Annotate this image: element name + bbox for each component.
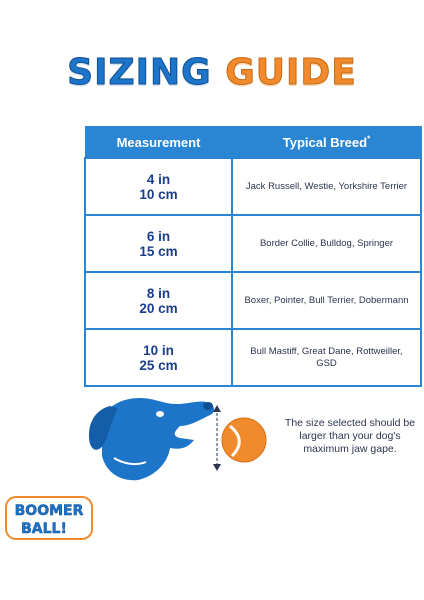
header-measurement: Measurement [85,127,232,159]
header-breed-cell [232,127,421,159]
table-row [85,329,421,386]
measurement-cm: 15 cm [139,243,178,259]
breed-cell: Jack Russell, Westie, Yorkshire Terrier [232,158,421,215]
ball-icon [220,416,268,464]
measurement-cell [85,215,232,272]
size-note: The size selected should be larger than your dog's maximum jaw gape. [284,417,416,455]
dog-eye-icon [156,411,164,417]
measurement-inches: 6 in [146,228,171,244]
measurement-inches: 10 in [143,342,174,358]
breed-cell: Bull Mastiff, Great Dane, Rottweiller, GSD [232,329,421,386]
logo-line2: BALL! [21,521,67,537]
title-word-guide: GUIDE [225,52,357,93]
table-row [85,215,421,272]
sizing-table [84,126,422,387]
dog-head-shape [101,398,214,480]
dog-head-icon [84,392,234,484]
measurement-inches: 4 in [146,171,171,187]
breed-cell: Border Collie, Bulldog, Springer [232,215,421,272]
logo-line1: BOOMER [14,503,84,519]
boomer-ball-logo [4,494,100,542]
page-title [0,52,424,93]
table-row [85,272,421,329]
dog-nose-icon [203,402,213,410]
table-row [85,158,421,215]
measurement-cell [85,272,232,329]
measurement-cm: 10 cm [139,186,178,202]
measurement-cm: 20 cm [139,300,178,316]
table-header-row [85,127,421,159]
header-breed: Typical Breed [282,134,368,150]
title-word-sizing: SIZING [67,52,212,93]
header-breed-asterisk: * [367,134,371,144]
measurement-cell [85,158,232,215]
breed-cell: Boxer, Pointer, Bull Terrier, Dobermann [232,272,421,329]
measurement-inches: 8 in [146,285,171,301]
measurement-cell [85,329,232,386]
measurement-cm: 25 cm [139,357,178,373]
